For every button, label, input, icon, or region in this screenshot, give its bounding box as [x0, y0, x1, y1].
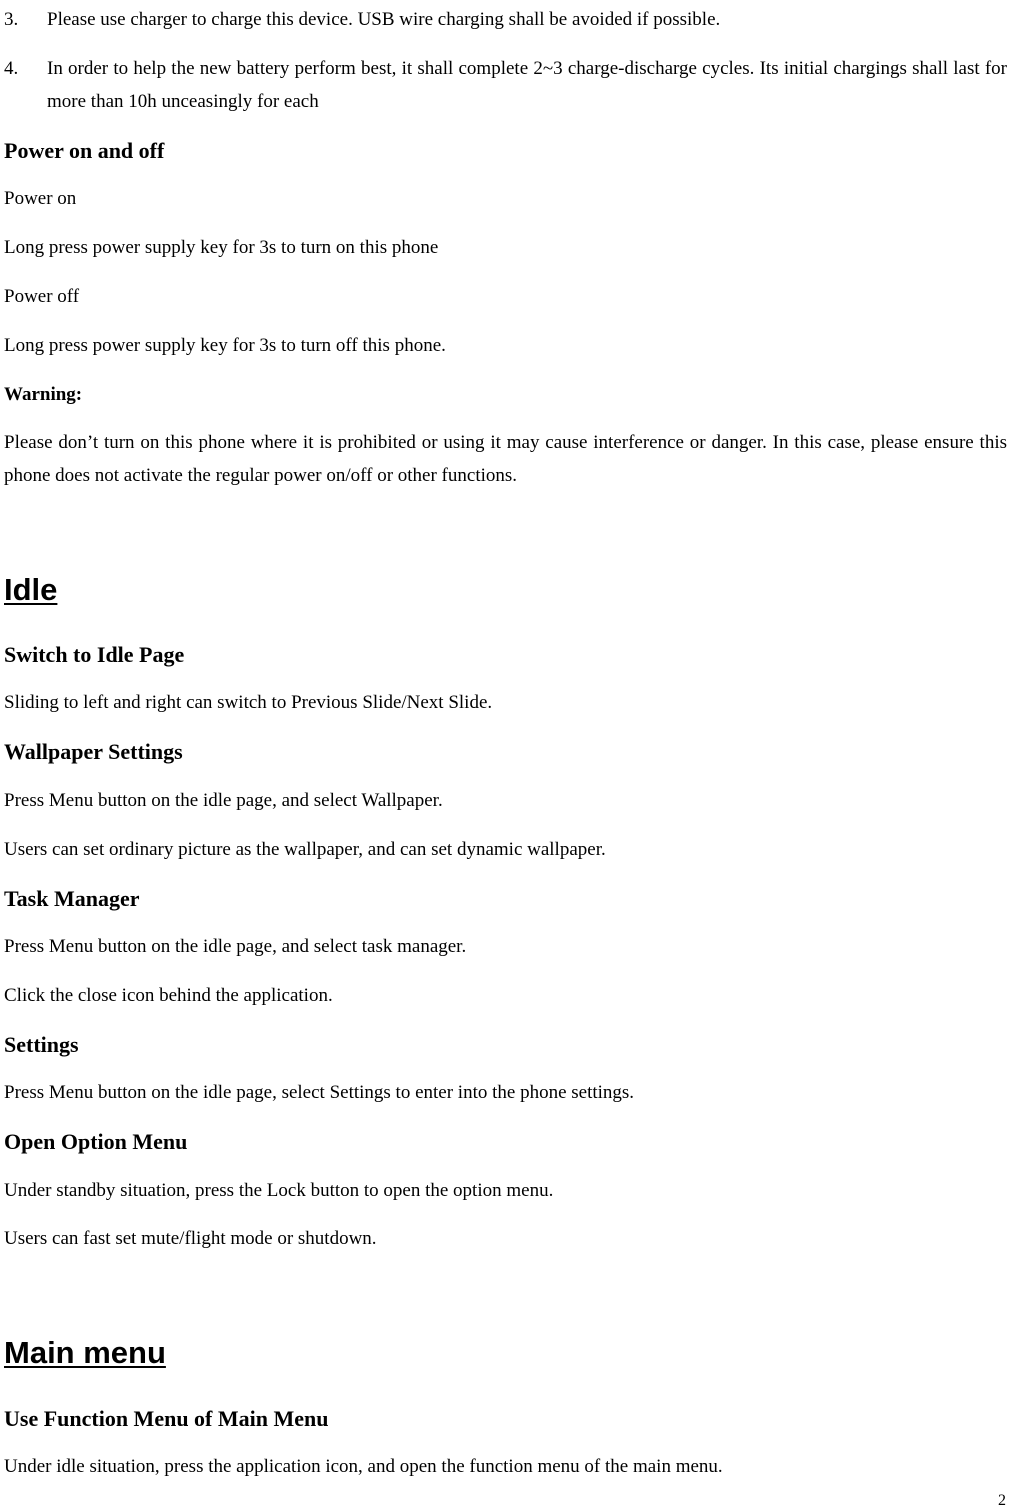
list-number: 4. — [4, 58, 19, 79]
chapter-title-main-menu: Main menu — [4, 1335, 166, 1370]
list-item — [4, 3, 1007, 36]
option-menu-text-1: Under standby situation, press the Lock button to open the option menu. — [4, 1180, 554, 1201]
warning-text: Please don’t turn on this phone where it is prohibited or using it may cause interference or danger. In this case, please ensure this phone does not activate the regular power on/off or other functions. — [4, 432, 1007, 486]
section-heading-task-manager: Task Manager — [4, 886, 140, 911]
section-heading-option-menu: Open Option Menu — [4, 1129, 188, 1154]
power-on-label: Power on — [4, 188, 77, 209]
section-heading-switch-idle: Switch to Idle Page — [4, 642, 185, 667]
use-function-menu-text: Under idle situation, press the application icon, and open the function menu of the main menu. — [4, 1456, 723, 1477]
section-heading-wallpaper: Wallpaper Settings — [4, 739, 183, 764]
task-manager-text-1: Press Menu button on the idle page, and select task manager. — [4, 936, 467, 957]
section-heading-power: Power on and off — [4, 138, 165, 163]
switch-idle-text: Sliding to left and right can switch to Previous Slide/Next Slide. — [4, 692, 493, 713]
list-item — [4, 52, 1007, 118]
warning-label: Warning: — [4, 384, 83, 405]
list-text: Please use charger to charge this device. USB wire charging shall be avoided if possible. — [47, 9, 721, 30]
option-menu-text-2: Users can fast set mute/flight mode or shutdown. — [4, 1228, 377, 1249]
power-off-label: Power off — [4, 286, 80, 307]
wallpaper-text-2: Users can set ordinary picture as the wallpaper, and can set dynamic wallpaper. — [4, 839, 606, 860]
chapter-title-idle: Idle — [4, 572, 58, 607]
list-number: 3. — [4, 9, 19, 30]
power-on-text: Long press power supply key for 3s to turn on this phone — [4, 237, 439, 258]
page-number: 2 — [998, 1492, 1006, 1509]
settings-text: Press Menu button on the idle page, select Settings to enter into the phone settings. — [4, 1082, 635, 1103]
task-manager-text-2: Click the close icon behind the application. — [4, 985, 333, 1006]
power-off-text: Long press power supply key for 3s to turn off this phone. — [4, 335, 446, 356]
list-text: In order to help the new battery perform best, it shall complete 2~3 charge-discharge cycles. Its initial chargings shall last for more than 10h unceasingly for each — [47, 58, 1007, 112]
section-heading-use-function-menu: Use Function Menu of Main Menu — [4, 1406, 329, 1431]
wallpaper-text-1: Press Menu button on the idle page, and select Wallpaper. — [4, 790, 443, 811]
section-heading-settings: Settings — [4, 1032, 79, 1057]
